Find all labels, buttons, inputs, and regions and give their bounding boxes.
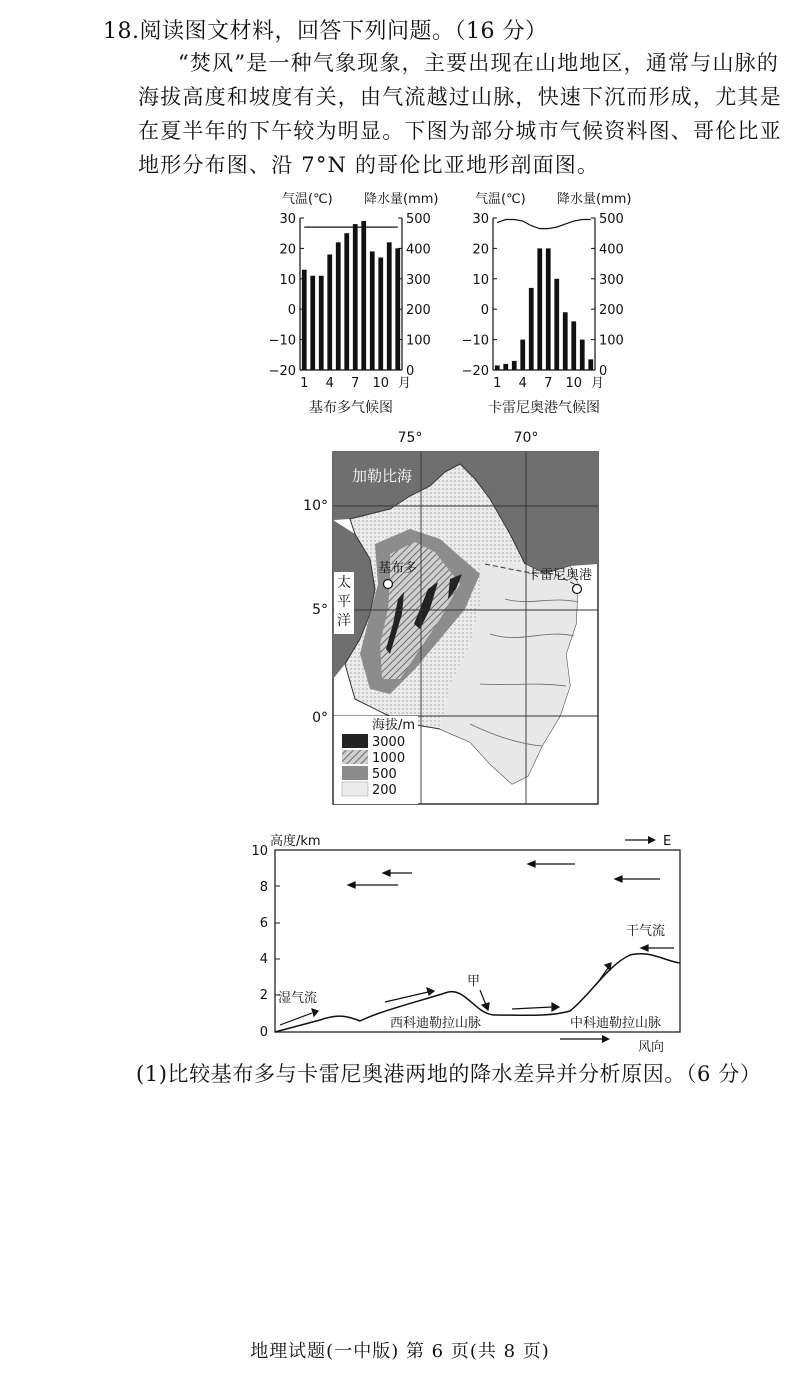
lon-75-label: 75°: [397, 430, 423, 446]
legend-200: 200: [372, 783, 397, 798]
precip-tick-label: 300: [406, 272, 431, 288]
lat-10-label: 10°: [303, 498, 328, 514]
climate-charts: [260, 180, 680, 420]
precip-bar: [327, 254, 332, 370]
precip-tick-label: 0: [406, 364, 415, 379]
precip-bar: [537, 248, 542, 370]
wet-flow-label: 湿气流: [278, 991, 318, 1006]
question-title-text: 阅读图文材料，回答下列问题。（16 分）: [139, 19, 548, 44]
precip-bar: [336, 242, 341, 370]
precip-tick-label: 100: [406, 333, 431, 349]
precip-bar: [554, 279, 559, 370]
quibdo-climate-chart: [269, 191, 439, 416]
precip-bar: [529, 288, 534, 370]
temp-tick-label: −20: [268, 364, 296, 379]
precip-bar: [310, 276, 315, 370]
precip-bar: [319, 276, 324, 370]
month-tick-label: 7: [544, 376, 553, 391]
pacific-label-2: 平: [337, 594, 351, 610]
temp-tick-label: −20: [461, 364, 489, 379]
east-label: E: [663, 834, 672, 849]
precip-tick-label: 500: [406, 212, 431, 227]
temp-tick-label: −10: [461, 333, 489, 349]
precip-bar: [353, 224, 358, 370]
chart-title: 基布多气候图: [309, 400, 393, 416]
question-number: 18.: [103, 19, 140, 44]
precip-bar: [495, 365, 500, 370]
month-tick-label: 4: [325, 376, 334, 391]
precip-bar: [503, 364, 508, 370]
profile-y-tick-4: 4: [259, 952, 268, 967]
pacific-label-3: 洋: [337, 613, 351, 629]
caribbean-sea-label: 加勒比海: [352, 467, 413, 485]
precip-tick-label: 500: [599, 212, 624, 227]
precip-bar: [395, 248, 400, 370]
profile-y-tick-0: 0: [259, 1025, 268, 1040]
colombia-terrain-map: [290, 424, 610, 810]
temp-axis-label: 气温(℃): [475, 192, 526, 207]
precip-bar: [563, 312, 568, 370]
precip-bar: [546, 248, 551, 370]
temp-tick-label: 30: [472, 212, 489, 227]
question-paragraph: [138, 46, 783, 182]
central-range-label: 中科迪勒拉山脉: [570, 1016, 662, 1031]
profile-y-tick-6: 6: [259, 916, 268, 931]
temp-axis-label: 气温(℃): [282, 192, 333, 207]
month-tick-label: 1: [300, 376, 309, 391]
precip-tick-label: 100: [599, 333, 624, 349]
temp-tick-label: 20: [472, 242, 489, 258]
point-jia-label: 甲: [467, 974, 481, 989]
temp-tick-label: 30: [279, 212, 296, 227]
pacific-label-1: 太: [337, 575, 351, 591]
precip-bar: [571, 321, 576, 370]
legend-3000: 3000: [372, 735, 406, 750]
month-unit: 月: [398, 376, 412, 391]
precip-bar: [302, 270, 307, 370]
legend-1000: 1000: [372, 751, 406, 766]
precip-tick-label: 200: [406, 303, 431, 319]
precip-tick-label: 400: [406, 242, 431, 258]
legend-500: 500: [372, 767, 397, 782]
carreno-marker: [573, 585, 582, 594]
page-footer: 地理试题(一中版) 第 6 页(共 8 页): [250, 1341, 550, 1362]
precip-tick-label: 0: [599, 364, 608, 379]
paragraph-text: “焚风”是一种气象现象，主要出现在山地地区，通常与山脉的海拔高度和坡度有关，由气流越过山脉，快速下沉而形成，尤其是在夏半年的下午较为明显。下图为部分城市气候资料图、哥伦比亚地形分布图、沿 7°N 的哥伦比亚地形剖面图。: [138, 51, 782, 177]
profile-y-tick-10: 10: [251, 844, 268, 859]
dry-flow-label: 干气流: [626, 924, 666, 939]
quibdo-marker: [384, 580, 393, 589]
month-tick-label: 1: [493, 376, 502, 391]
month-unit: 月: [591, 376, 605, 391]
profile-y-tick-8: 8: [259, 880, 268, 895]
profile-y-label: 高度/km: [270, 834, 321, 849]
precip-bar: [588, 359, 593, 370]
chart-title: 卡雷尼奥港气候图: [488, 400, 600, 416]
precip-bar: [370, 251, 375, 370]
question-title: [103, 14, 548, 45]
month-tick-label: 4: [518, 376, 527, 391]
month-tick-label: 10: [372, 376, 390, 391]
temp-tick-label: 10: [472, 272, 489, 288]
precip-bar: [580, 340, 585, 370]
precip-bar: [378, 258, 383, 370]
month-tick-label: 10: [565, 376, 583, 391]
precip-tick-label: 400: [599, 242, 624, 258]
wind-direction-label: 风向: [638, 1040, 665, 1055]
lat-0-label: 0°: [312, 710, 328, 726]
lon-70-label: 70°: [513, 430, 539, 446]
temp-tick-label: −10: [268, 333, 296, 349]
precip-bar: [387, 242, 392, 370]
temp-tick-label: 0: [480, 303, 489, 319]
precip-bar: [512, 361, 517, 370]
temp-tick-label: 20: [279, 242, 296, 258]
precip-bar: [344, 233, 349, 370]
carreno-label: 卡雷尼奥港: [527, 568, 593, 583]
month-tick-label: 7: [351, 376, 360, 391]
precip-axis-label: 降水量(mm): [557, 192, 632, 207]
west-range-label: 西科迪勒拉山脉: [390, 1016, 482, 1031]
terrain-profile: [230, 825, 700, 1057]
temp-tick-label: 0: [287, 303, 296, 319]
legend-title: 海拔/m: [372, 718, 416, 733]
precip-bar: [520, 340, 525, 370]
sub-question-1: (1)比较基布多与卡雷尼奥港两地的降水差异并分析原因。（6 分）: [136, 1062, 762, 1086]
quibdo-label: 基布多: [378, 561, 418, 576]
profile-y-tick-2: 2: [259, 988, 268, 1003]
temperature-line: [497, 220, 591, 229]
temp-tick-label: 10: [279, 272, 296, 288]
precip-tick-label: 300: [599, 272, 624, 288]
lat-5-label: 5°: [312, 602, 328, 618]
precip-axis-label: 降水量(mm): [364, 192, 439, 207]
carreno-climate-chart: [462, 191, 632, 416]
precip-tick-label: 200: [599, 303, 624, 319]
precip-bar: [361, 221, 366, 370]
